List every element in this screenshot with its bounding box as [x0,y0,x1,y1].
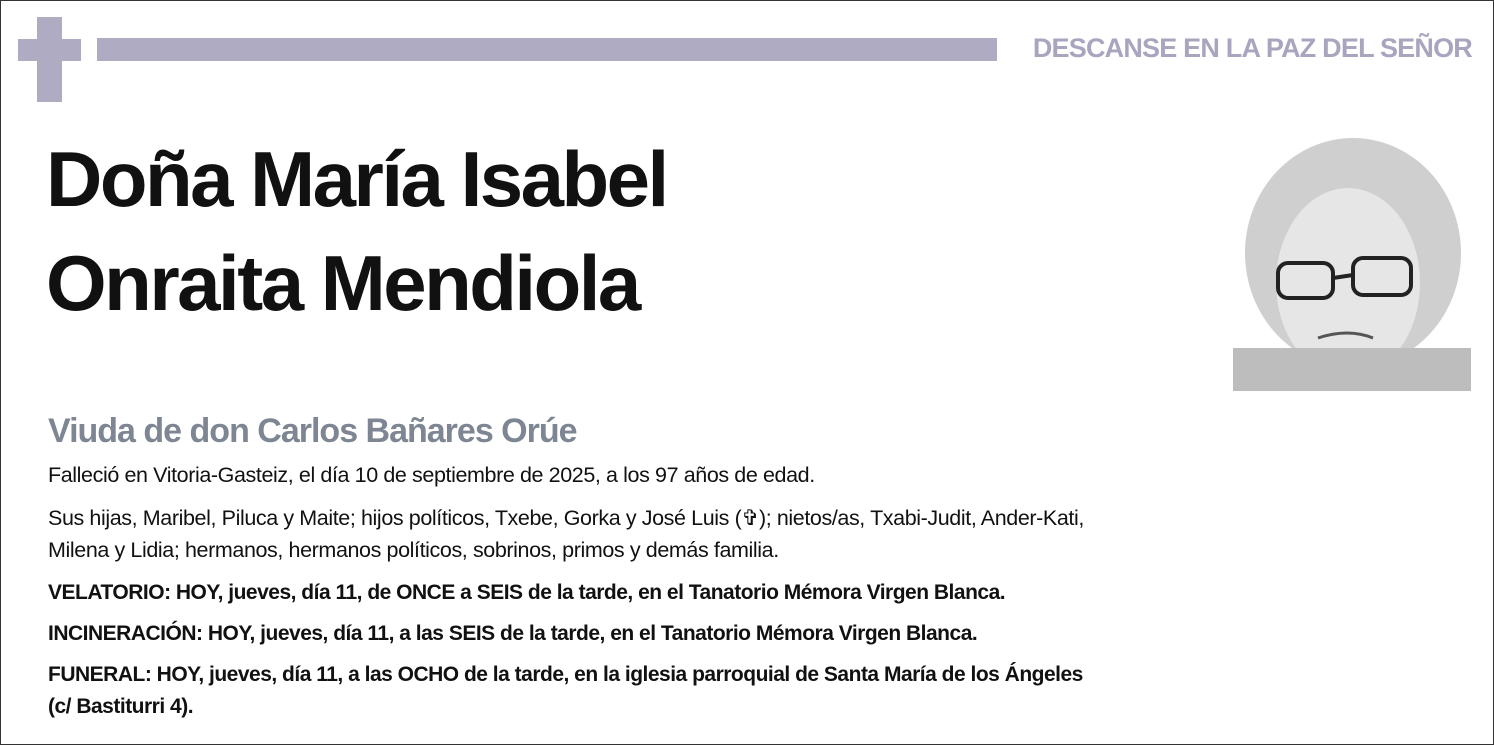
widow-of: Viuda de don Carlos Bañares Orúe [48,412,577,450]
funeral-line-2: (c/ Bastiturri 4). [48,695,194,718]
family-line-2: Milena y Lidia; hermanos, hermanos políticos, sobrinos, primos y demás familia. [48,538,779,562]
velatorio: VELATORIO: HOY, jueves, día 11, de ONCE a SEIS de la tarde, en el Tanatorio Mémora Virgen Blanca. [48,581,1006,604]
motto: DESCANSE EN LA PAZ DEL SEÑOR [1032,33,1472,63]
death-notice: Falleció en Vitoria-Gasteiz, el día 10 de septiembre de 2025, a los 97 años de edad. [48,463,815,487]
portrait-photo [1233,133,1471,391]
family-line-1: Sus hijas, Maribel, Piluca y Maite; hijos políticos, Txebe, Gorka y José Luis (✞); nietos/as, Txabi-Judit, Ander-Kati, [48,506,1084,530]
incineracion: INCINERACIÓN: HOY, jueves, día 11, a las SEIS de la tarde, en el Tanatorio Mémora Virgen Blanca. [48,622,978,645]
header-bar [97,38,997,61]
funeral-line-1: FUNERAL: HOY, jueves, día 11, a las OCHO de la tarde, en la iglesia parroquial de Santa María de los Ángeles [48,663,1083,686]
deceased-name-line2: Onraita Mendiola [46,239,639,327]
deceased-name-line1: Doña María Isabel [46,135,667,223]
